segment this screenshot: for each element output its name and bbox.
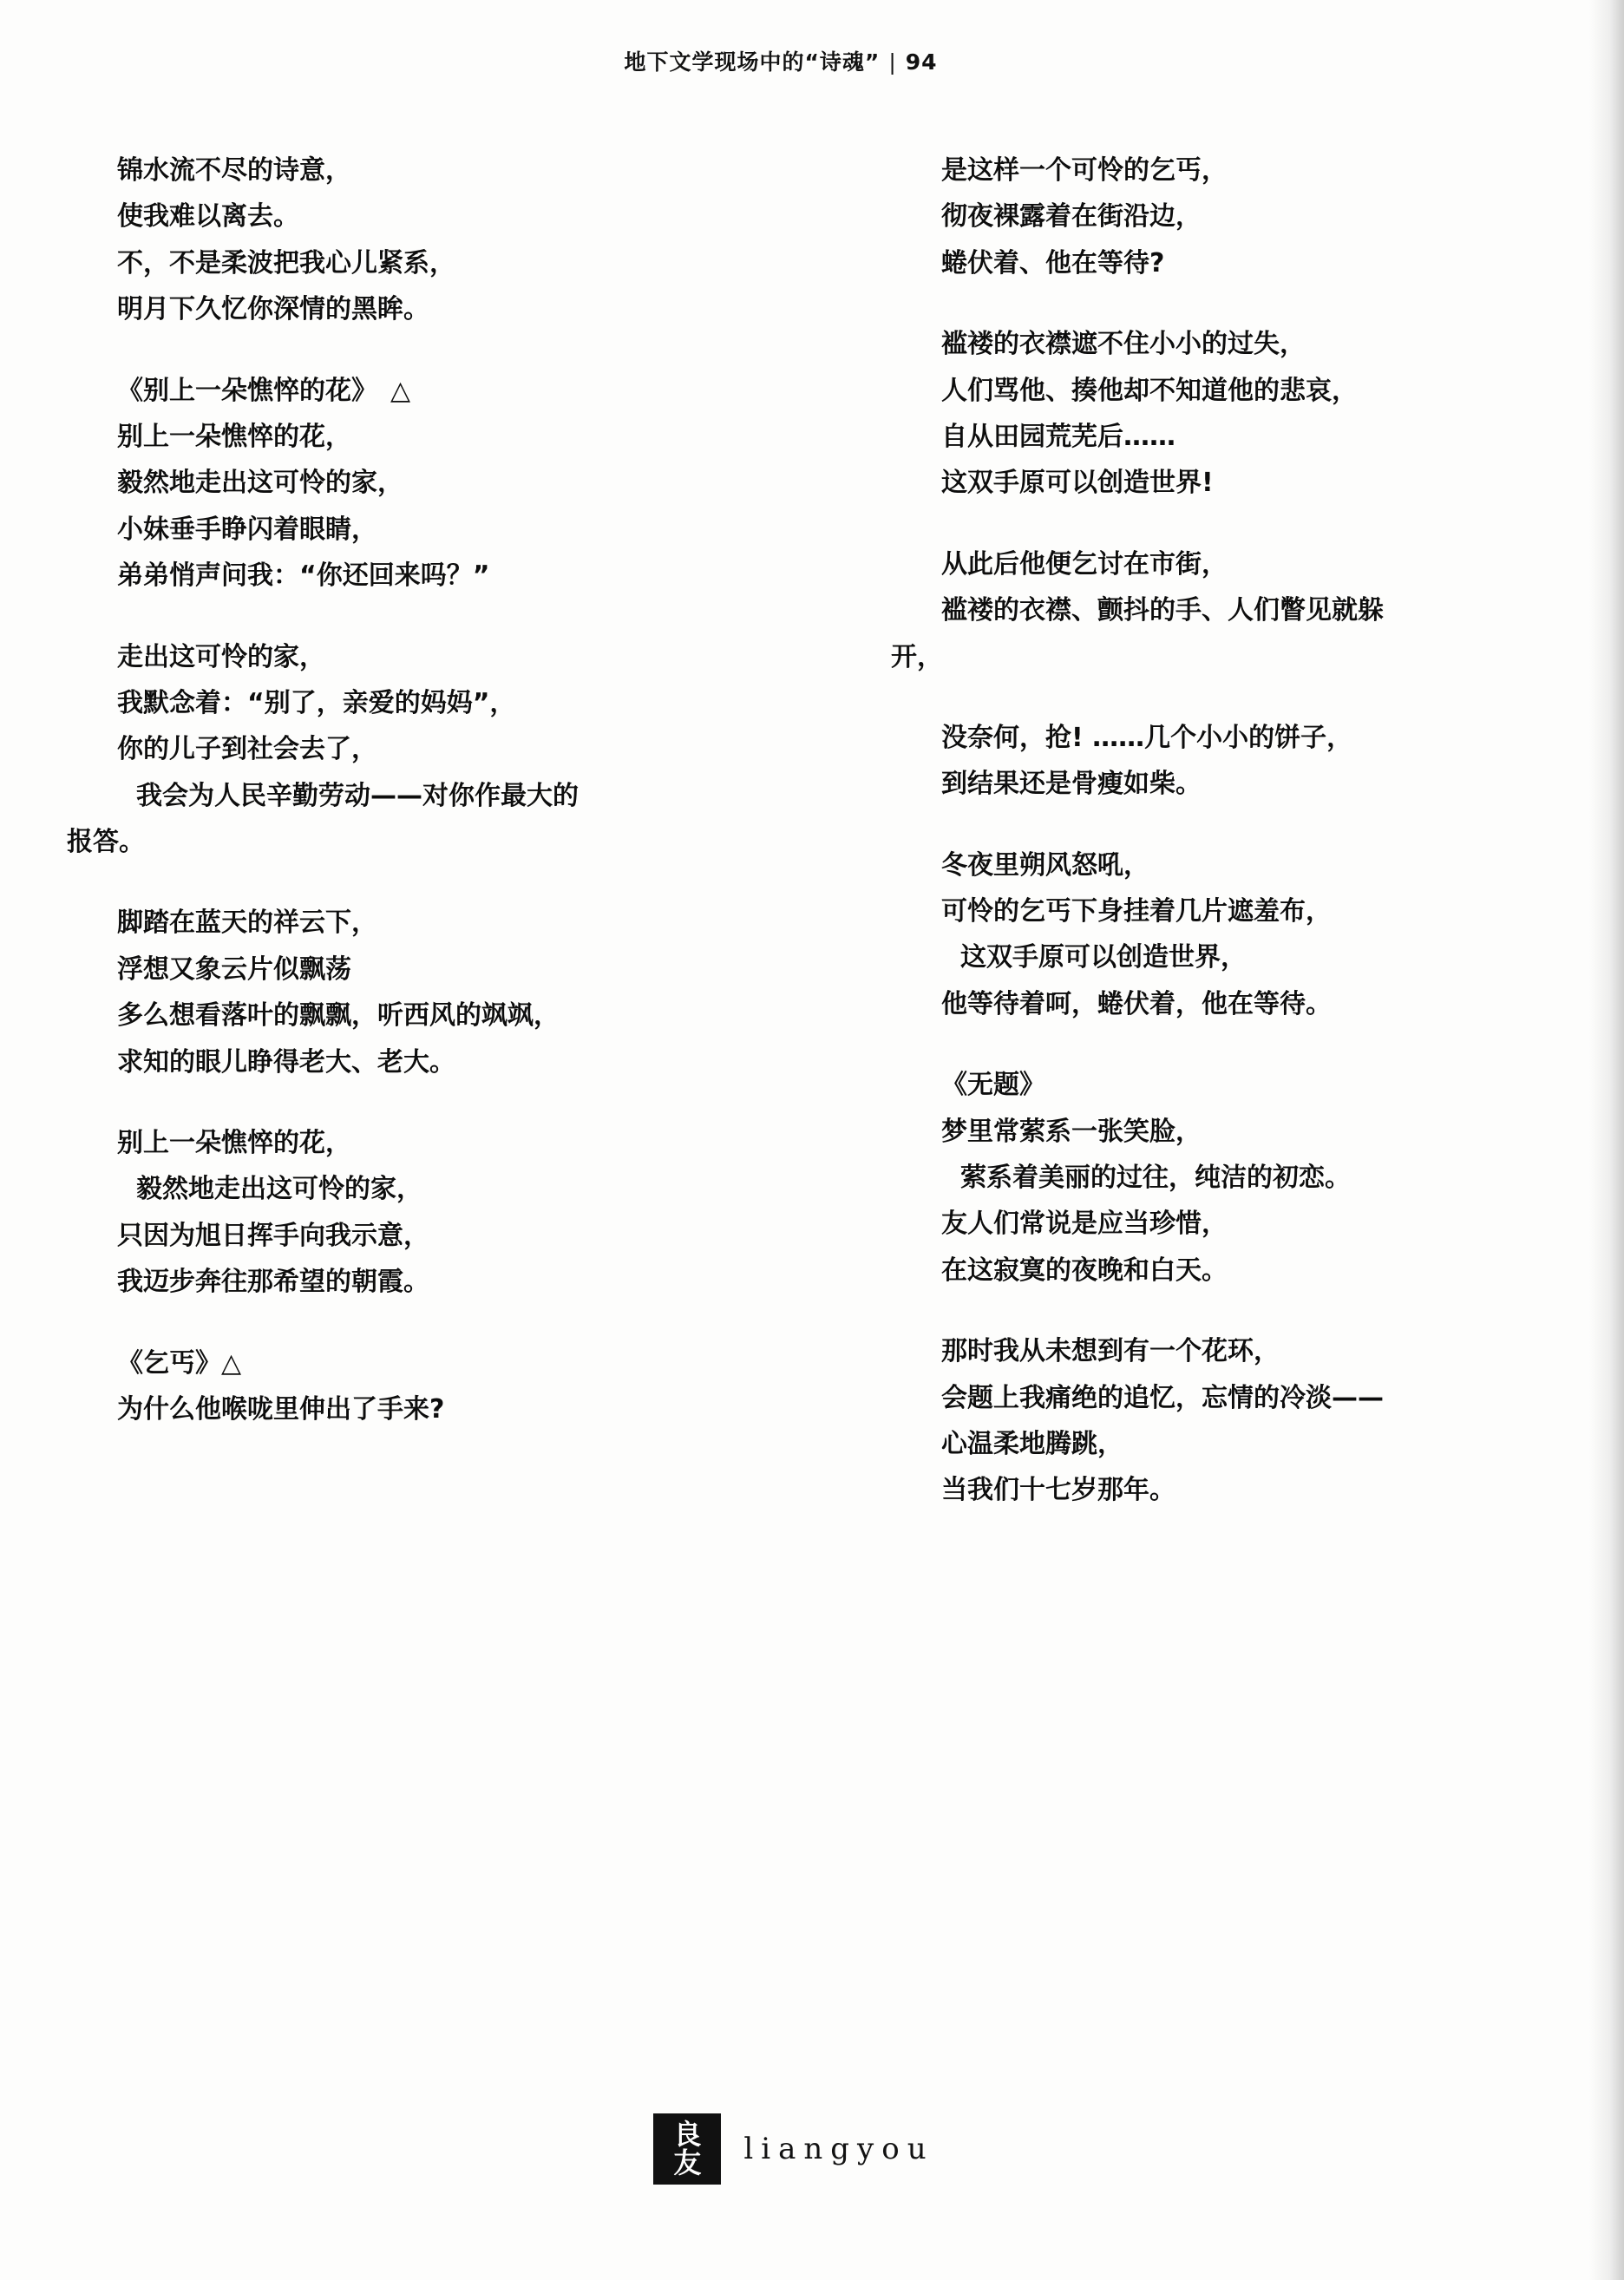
poem-line: 开， [891, 641, 943, 672]
poem-line: 萦系着美丽的过往，纯洁的初恋。 [960, 1163, 1351, 1194]
poem-line: 求知的眼儿睁得老大、老大。 [117, 1046, 455, 1078]
poem-stanza [941, 1328, 1583, 1514]
poem-line: 褴褛的衣襟遮不住小小的过失， [941, 329, 1306, 360]
poem-line: 人们骂他、揍他却不知道他的悲哀， [941, 375, 1358, 406]
poem-line: 多么想看落叶的飘飘，听西风的飒飒， [117, 1000, 560, 1032]
poem-line: 《乞丐》△ [117, 1347, 242, 1379]
logo-char-bottom: 友 [673, 2146, 702, 2179]
poem-stanza [941, 842, 1583, 1028]
scan-edge-shadow [1589, 0, 1624, 2280]
poem-line: 《无题》 [941, 1070, 1045, 1101]
poem-line: 走出这可怜的家， [117, 641, 325, 672]
page-footer [0, 2113, 1588, 2185]
poem-line: 不，不是柔波把我心儿紧系， [117, 247, 455, 278]
publisher-name: liangyou [743, 2132, 934, 2166]
poem-line: 蜷伏着、他在等待? [941, 247, 1165, 278]
poem-line: 梦里常萦系一张笑脸， [941, 1116, 1202, 1147]
poem-line: 毅然地走出这可怜的家， [117, 468, 403, 499]
poem-line: 别上一朵憔悴的花， [117, 1128, 351, 1159]
poem-stanza [117, 147, 802, 333]
logo-char-top: 良 [673, 2118, 702, 2152]
header-title: 地下文学现场中的“诗魂” [624, 49, 881, 75]
page-header [0, 45, 1562, 76]
poem-line: 彻夜裸露着在街沿边， [941, 201, 1202, 233]
poem-line: 那时我从未想到有一个花环， [941, 1336, 1280, 1367]
poem-line: 没奈何，抢! ……几个小小的饼子， [941, 722, 1353, 753]
poem-line: 冬夜里朔风怒吼， [941, 849, 1149, 881]
poem-line: 当我们十七岁那年。 [941, 1475, 1175, 1506]
poem-stanza [941, 715, 1583, 808]
poem-line: 使我难以离去。 [117, 201, 299, 233]
poem-line: 是这样一个可怜的乞丐， [941, 155, 1228, 186]
poem-line: 毅然地走出这可怜的家， [136, 1174, 422, 1205]
right-text-column [891, 147, 1583, 1549]
poem-stanza [117, 1120, 802, 1306]
left-text-column [67, 147, 802, 1467]
poem-line: 脚踏在蓝天的祥云下， [117, 907, 377, 939]
poem-line: 在这寂寞的夜晚和白天。 [941, 1255, 1228, 1286]
poem-line: 我迈步奔往那希望的朝霞。 [117, 1267, 429, 1298]
poem-stanza [117, 368, 802, 599]
poem-stanza [941, 147, 1583, 286]
poem-line: 明月下久忆你深情的黑眸。 [117, 294, 429, 325]
publisher-logo [653, 2113, 721, 2185]
poem-line: 浮想又象云片似飘荡 [117, 953, 351, 985]
poem-line: 他等待着呵，蜷伏着，他在等待。 [941, 988, 1332, 1019]
poem-line: 弟弟悄声问我：“你还回来吗？” [117, 560, 490, 592]
poem-line: 锦水流不尽的诗意， [117, 155, 351, 186]
poem-stanza [117, 1340, 802, 1433]
poem-stanza [891, 541, 1583, 680]
poem-line: 我默念着：“别了，亲爱的妈妈”， [117, 687, 516, 718]
poem-line: 褴褛的衣襟、颤抖的手、人们瞥见就躲 [941, 595, 1384, 626]
poem-stanza [941, 1062, 1583, 1294]
poem-line: 别上一朵憔悴的花， [117, 421, 351, 452]
poem-line: 自从田园荒芜后…… [941, 421, 1175, 452]
poem-line: 这双手原可以创造世界! [941, 468, 1214, 499]
poem-line: 小妹垂手睁闪着眼睛， [117, 514, 377, 545]
poem-line: 你的儿子到社会去了， [117, 734, 377, 765]
poem-line: 可怜的乞丐下身挂着几片遮羞布， [941, 896, 1332, 927]
poem-line: 会题上我痛绝的追忆，忘情的冷淡—— [941, 1382, 1384, 1413]
header-separator: | [888, 49, 897, 75]
poem-line: 从此后他便乞讨在市街， [941, 548, 1228, 580]
poem-line: 《别上一朵憔悴的花》 △ [117, 375, 411, 406]
poem-stanza [67, 634, 802, 866]
poem-line: 这双手原可以创造世界， [960, 942, 1247, 973]
poem-line: 我会为人民辛勤劳动——对你作最大的 [136, 780, 579, 811]
page-number: 94 [905, 49, 938, 75]
poem-line: 到结果还是骨瘦如柴。 [941, 769, 1202, 800]
poem-line: 报答。 [67, 827, 145, 858]
poem-line: 心温柔地腾跳， [941, 1428, 1123, 1459]
poem-stanza [117, 900, 802, 1085]
poem-line: 只因为旭日挥手向我示意， [117, 1220, 429, 1251]
poem-stanza [941, 321, 1583, 507]
poem-line: 为什么他喉咙里伸出了手来? [117, 1393, 445, 1425]
poem-line: 友人们常说是应当珍惜， [941, 1209, 1228, 1240]
body-columns [0, 147, 1588, 2100]
